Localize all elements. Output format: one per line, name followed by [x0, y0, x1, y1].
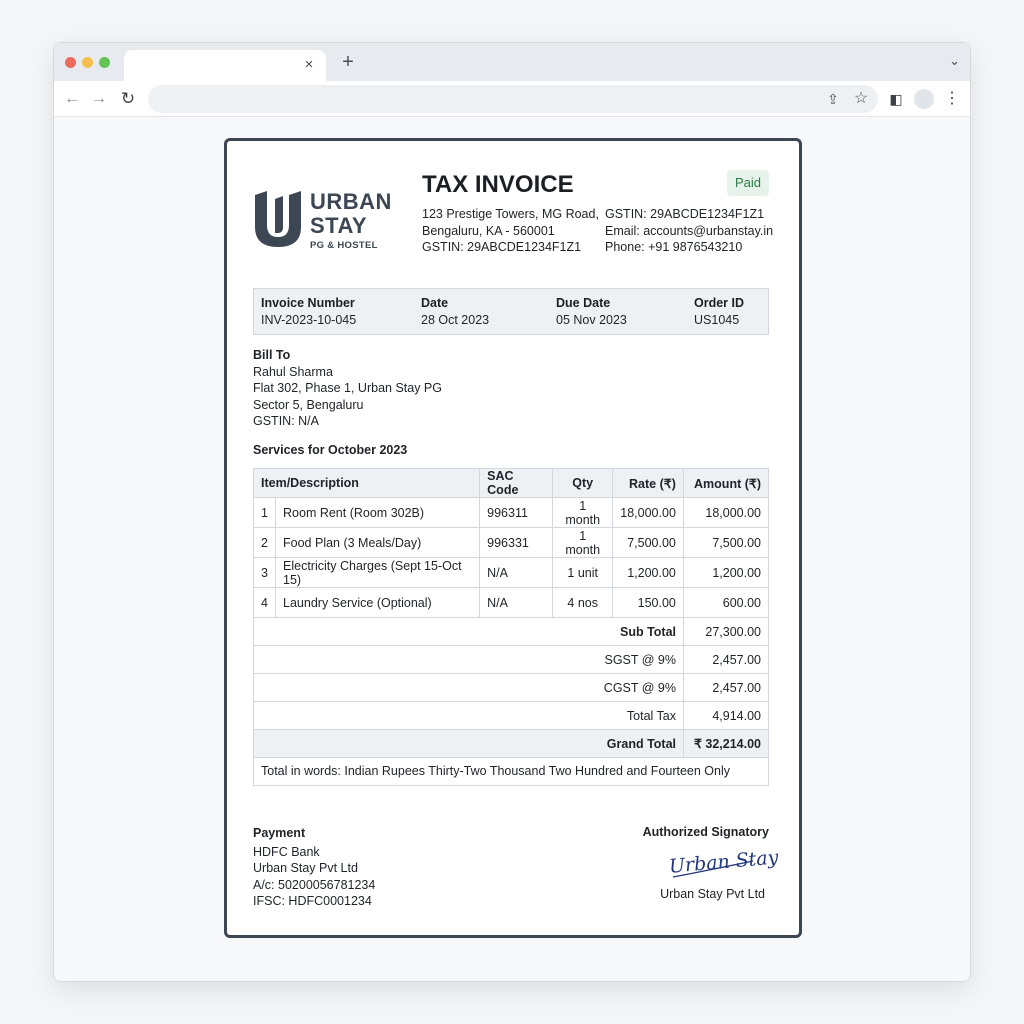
tab-search-chevron-icon[interactable]: ⌄ — [949, 53, 960, 68]
authorized-signatory-label: Authorized Signatory — [642, 825, 769, 839]
item-number: 3 — [254, 558, 276, 588]
subtotal-row — [254, 618, 769, 646]
meta-value: 28 Oct 2023 — [421, 313, 490, 327]
meta-date — [421, 295, 489, 329]
table-row — [254, 498, 769, 528]
side-panel-icon[interactable]: ◧ — [889, 91, 903, 107]
payment-line: HDFC Bank — [253, 844, 320, 859]
minimize-window-button[interactable] — [82, 57, 93, 68]
bill-to-section — [253, 347, 442, 430]
status-badge: Paid — [727, 170, 769, 196]
item-amount: 18,000.00 — [683, 498, 768, 528]
invoice-meta-bar — [253, 288, 769, 335]
bill-to-line: GSTIN: N/A — [253, 414, 319, 428]
tab-bar — [54, 43, 970, 81]
profile-avatar[interactable] — [914, 89, 934, 109]
col-item: Item/Description — [254, 469, 480, 498]
item-sac: 996311 — [480, 498, 553, 528]
urban-stay-logo-icon — [253, 189, 303, 249]
item-amount: 1,200.00 — [683, 558, 768, 588]
payment-line: Urban Stay Pvt Ltd — [253, 861, 358, 875]
page-content — [54, 117, 970, 981]
meta-order-id — [694, 295, 744, 329]
browser-tab[interactable] — [124, 50, 326, 81]
close-window-button[interactable] — [65, 57, 76, 68]
address-line: Bengaluru, KA - 560001 — [422, 223, 555, 238]
bookmark-star-icon[interactable]: ☆ — [853, 90, 869, 107]
table-row — [254, 528, 769, 558]
logo-text-stay: STAY — [310, 213, 368, 238]
share-icon[interactable]: ⇪ — [827, 91, 839, 107]
address-line: GSTIN: 29ABCDE1234F1Z1 — [422, 240, 582, 254]
item-sac: N/A — [480, 558, 553, 588]
item-description: Electricity Charges (Sept 15-Oct 15) — [276, 558, 480, 588]
meta-label: Order ID — [694, 296, 745, 310]
col-rate: Rate (₹) — [613, 469, 684, 498]
contact-email: Email: accounts@urbanstay.in — [605, 223, 774, 238]
logo-text-urban: URBAN — [310, 189, 392, 214]
item-rate: 150.00 — [613, 588, 684, 618]
col-qty: Qty — [553, 469, 613, 498]
payment-label: Payment — [253, 826, 306, 840]
meta-invoice-number — [261, 295, 356, 329]
bill-to-label: Bill To — [253, 348, 291, 362]
browser-window — [53, 42, 971, 982]
item-sac: 996331 — [480, 528, 553, 558]
item-rate: 1,200.00 — [613, 558, 684, 588]
meta-value: INV-2023-10-045 — [261, 313, 357, 327]
total-in-words: Total in words: Indian Rupees Thirty-Two Thousand Two Hundred and Fourteen Only — [253, 757, 769, 786]
item-description: Food Plan (3 Meals/Day) — [276, 528, 480, 558]
col-sac: SAC Code — [480, 469, 553, 498]
contact-gstin: GSTIN: 29ABCDE1234F1Z1 — [605, 207, 765, 221]
signature-image — [665, 843, 780, 885]
maximize-window-button[interactable] — [99, 57, 110, 68]
item-qty: 4 nos — [553, 588, 613, 618]
invoice-title: TAX INVOICE — [422, 171, 574, 198]
back-arrow-icon[interactable]: ← — [64, 90, 80, 107]
payment-line: IFSC: HDFC0001234 — [253, 894, 372, 908]
table-row — [254, 558, 769, 588]
address-bar[interactable] — [148, 85, 878, 113]
signatory-name: Urban Stay Pvt Ltd — [660, 887, 765, 901]
meta-label: Date — [421, 296, 449, 310]
item-qty: 1 month — [553, 498, 613, 528]
logo-tagline: PG & HOSTEL — [310, 240, 378, 251]
cgst-row — [254, 674, 769, 702]
meta-value: 05 Nov 2023 — [556, 313, 627, 327]
bill-to-line: Flat 302, Phase 1, Urban Stay PG — [253, 381, 442, 395]
items-header-row — [254, 469, 769, 498]
payment-section — [253, 825, 375, 910]
item-rate: 7,500.00 — [613, 528, 684, 558]
item-amount: 7,500.00 — [683, 528, 768, 558]
subtotal-value: 27,300.00 — [684, 618, 769, 646]
grand-total-label: Grand Total — [254, 730, 684, 758]
payment-line: A/c: 50200056781234 — [253, 877, 376, 892]
total-tax-label: Total Tax — [254, 702, 684, 730]
table-row — [254, 588, 769, 618]
subtotal-label: Sub Total — [254, 618, 684, 646]
cgst-value: 2,457.00 — [684, 674, 769, 702]
bill-to-line: Sector 5, Bengaluru — [253, 397, 364, 412]
forward-arrow-icon[interactable]: → — [91, 90, 107, 107]
signature-text: Urban Stay — [668, 846, 780, 878]
menu-kebab-icon[interactable]: ⋮ — [944, 90, 960, 107]
grand-total-value: ₹ 32,214.00 — [684, 730, 769, 758]
reload-icon[interactable]: ↻ — [120, 89, 136, 108]
sgst-value: 2,457.00 — [684, 646, 769, 674]
services-heading: Services for October 2023 — [253, 443, 408, 457]
item-qty: 1 unit — [553, 558, 613, 588]
item-number: 1 — [254, 498, 276, 528]
total-tax-row — [254, 702, 769, 730]
browser-toolbar — [54, 81, 970, 117]
totals-table — [253, 617, 769, 758]
company-contact — [605, 206, 773, 256]
cgst-label: CGST @ 9% — [254, 674, 684, 702]
meta-label: Invoice Number — [261, 296, 355, 310]
item-description: Room Rent (Room 302B) — [276, 498, 480, 528]
contact-phone: Phone: +91 9876543210 — [605, 240, 743, 254]
grand-total-row — [254, 730, 769, 758]
item-qty: 1 month — [553, 528, 613, 558]
item-description: Laundry Service (Optional) — [276, 588, 480, 618]
address-line: 123 Prestige Towers, MG Road, — [422, 207, 599, 221]
sgst-label: SGST @ 9% — [254, 646, 684, 674]
total-tax-value: 4,914.00 — [684, 702, 769, 730]
meta-due-date — [556, 295, 627, 329]
items-table — [253, 468, 769, 618]
col-amount: Amount (₹) — [683, 469, 768, 498]
item-amount: 600.00 — [683, 588, 768, 618]
item-sac: N/A — [480, 588, 553, 618]
item-number: 4 — [254, 588, 276, 618]
meta-value: US1045 — [694, 313, 740, 327]
new-tab-button[interactable]: + — [342, 51, 354, 73]
invoice-document — [224, 138, 802, 938]
meta-label: Due Date — [556, 296, 611, 310]
bill-to-line: Rahul Sharma — [253, 364, 333, 379]
item-number: 2 — [254, 528, 276, 558]
item-rate: 18,000.00 — [613, 498, 684, 528]
company-address — [422, 206, 599, 256]
sgst-row — [254, 646, 769, 674]
close-tab-icon[interactable]: × — [304, 56, 314, 73]
